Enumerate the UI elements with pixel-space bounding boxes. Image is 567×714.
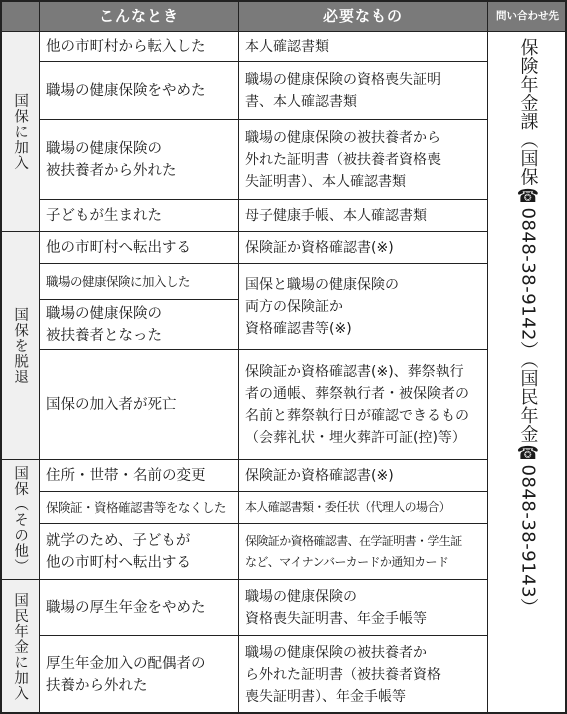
table-row-situation: 他の市町村へ転出する	[40, 232, 239, 264]
table-row-required: 保険証か資格確認書(※)、葬祭執行 者の通帳、葬祭執行者・被保険者の 名前と葬祭執行日が確認できるもの （会葬礼状・埋火葬許可証(控)等）	[239, 350, 488, 460]
table-row-required: 保険証か資格確認書、在学証明書・学生証 など、マイナンバーカードか通知カード	[239, 524, 488, 580]
table-row-required: 母子健康手帳、本人確認書類	[239, 200, 488, 232]
header-blank	[0, 0, 40, 32]
contact-cell	[488, 32, 567, 714]
table-row-situation: 職場の厚生年金をやめた	[40, 580, 239, 636]
table-row-required: 国保と職場の健康保険の 両方の保険証か 資格確認書等(※)	[239, 264, 488, 350]
table-row-situation: 職場の健康保険の 被扶養者から外れた	[40, 120, 239, 200]
header-contact: 問い合わせ先	[488, 0, 567, 32]
table-row-situation: 国保の加入者が死亡	[40, 350, 239, 460]
category-label: 国保を脱退	[12, 306, 29, 385]
table-row-situation: 職場の健康保険をやめた	[40, 62, 239, 120]
category-kokuho-leave	[0, 232, 40, 460]
table-row-required: 職場の健康保険の被扶養者から 外れた証明書（被扶養者資格喪 失証明書）、本人確認書類	[239, 120, 488, 200]
table-row-required: 保険証か資格確認書(※)	[239, 460, 488, 492]
table-row-situation: 厚生年金加入の配偶者の 扶養から外れた	[40, 636, 239, 714]
category-label: 国保（その他）	[12, 465, 29, 574]
category-kokuho-join	[0, 32, 40, 232]
category-kokuho-other	[0, 460, 40, 580]
table-row-situation: 他の市町村から転入した	[40, 32, 239, 62]
table-row-situation: 就学のため、子どもが 他の市町村へ転出する	[40, 524, 239, 580]
table-row-situation: 職場の健康保険の 被扶養者となった	[40, 300, 239, 350]
header-required: 必要なもの	[239, 0, 488, 32]
table-row-required: 本人確認書類	[239, 32, 488, 62]
table-row-situation: 住所・世帯・名前の変更	[40, 460, 239, 492]
contact-text: 保険年金課（国保☎0848-38-9142）（国民年金☎0848-38-9143）	[517, 38, 539, 617]
category-pension-join	[0, 580, 40, 714]
table-row-situation: 職場の健康保険に加入した	[40, 264, 239, 300]
table-row-situation: 子どもが生まれた	[40, 200, 239, 232]
table-row-required: 職場の健康保険の 資格喪失証明書、年金手帳等	[239, 580, 488, 636]
table-row-required: 職場の健康保険の被扶養者か ら外れた証明書（被扶養者資格 喪失証明書）、年金手帳等	[239, 636, 488, 714]
header-situation: こんなとき	[40, 0, 239, 32]
table-row-situation: 保険証・資格確認書等をなくした	[40, 492, 239, 524]
table-row-required: 職場の健康保険の資格喪失証明 書、本人確認書類	[239, 62, 488, 120]
table-row-required: 本人確認書類・委任状（代理人の場合）	[239, 492, 488, 524]
category-label: 国民年金に加入	[12, 592, 29, 702]
table-row-required: 保険証か資格確認書(※)	[239, 232, 488, 264]
category-label: 国保に加入	[12, 92, 29, 171]
